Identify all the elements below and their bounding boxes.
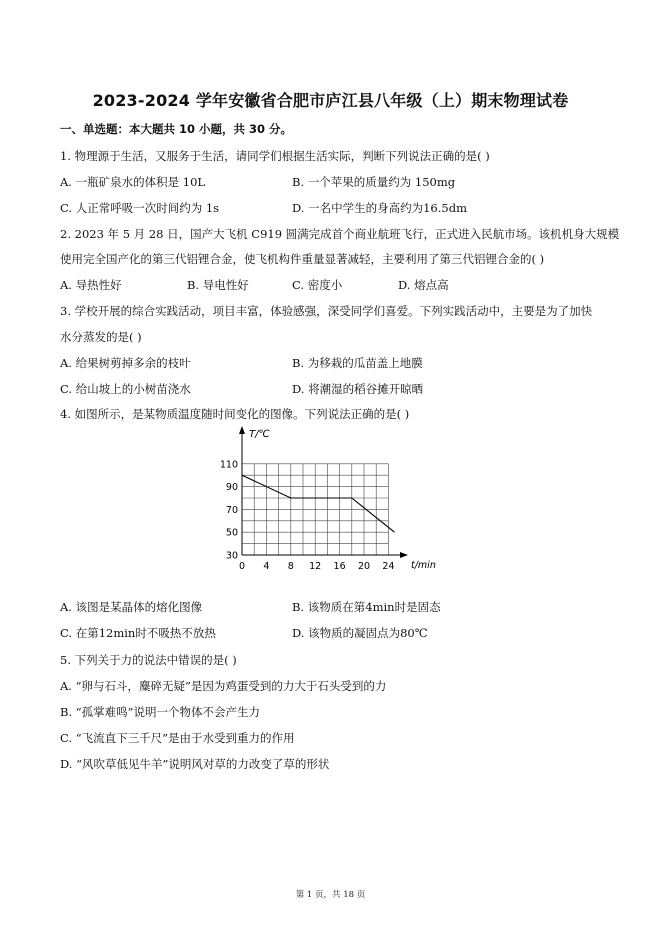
y-tick-label: 70 [225,504,238,516]
x-axis-arrow [400,552,408,558]
question-1-stem: 1. 物理源于生活，又服务于生活，请同学们根据生活实际，判断下列说法正确的是( ) [60,149,490,163]
x-tick-label: 4 [263,561,270,572]
x-tick-label: 8 [287,561,294,572]
page-title: 2023-2024 学年安徽省合肥市庐江县八年级（上）期末物理试卷 [92,91,569,110]
series-line [242,475,395,532]
question-3-option-c: C. 给山坡上的小树苗浇水 [60,382,191,396]
question-5-option-b: B. “孤掌难鸣”说明一个物体不会产生力 [60,705,261,719]
question-1-option-d: D. 一名中学生的身高约为16.5dm [292,201,467,215]
question-2-stem-line-2: 使用完全国产化的第三代铝锂合金，使飞机构件重量显著减轻，主要利用了第三代铝锂合金的( ) [60,252,545,266]
y-axis-arrow [239,426,245,434]
question-2-option-a: A. 导热性好 [60,278,122,292]
y-axis-label: T/℃ [249,429,270,440]
question-4-stem: 4. 如图所示，是某物质温度随时间变化的图像。下列说法正确的是( ) [60,407,410,421]
question-4-option-a: A. 该图是某晶体的熔化图像 [60,600,203,614]
question-3-stem-line-1: 3. 学校开展的综合实践活动，项目丰富，体验感强，深受同学们喜爱。下列实践活动中，主要是为了加快 [60,304,593,318]
question-4-option-c: C. 在第12min时不吸热不放热 [60,626,216,640]
x-tick-label: 20 [357,561,371,572]
question-3-option-a: A. 给果树剪掉多余的枝叶 [60,356,191,370]
question-3-option-b: B. 为移栽的瓜苗盖上地膜 [292,356,423,370]
section-heading: 一、单选题：本大题共 10 小题，共 30 分。 [60,122,293,136]
question-2-stem-line-1: 2. 2023 年 5 月 28 日，国产大飞机 C919 圆满完成首个商业航班飞行，正式进入民航市场。该机机身大规模 [60,227,620,241]
x-tick-label: 0 [238,561,246,572]
question-2-option-d: D. 熔点高 [398,278,449,292]
y-tick-label: 110 [219,459,238,471]
question-2-option-c: C. 密度小 [292,278,343,292]
y-tick-label: 90 [225,482,238,494]
question-1-option-a: A. 一瓶矿泉水的体积是 10L [60,175,206,189]
question-5-option-d: D. “风吹草低见牛羊”说明风对草的力改变了草的形状 [60,757,330,771]
question-5-option-c: C. “飞流直下三千尺”是由于水受到重力的作用 [60,731,295,745]
y-tick-label: 30 [225,550,238,562]
x-tick-label: 16 [333,561,346,572]
question-5-stem: 5. 下列关于力的说法中错误的是( ) [60,653,237,667]
question-3-stem-line-2: 水分蒸发的是( ) [60,330,142,344]
x-tick-label: 24 [382,561,395,572]
question-2-option-b: B. 导电性好 [187,278,249,292]
chart-series [242,475,395,532]
temperature-time-chart [210,420,440,578]
question-4-option-d: D. 该物质的凝固点为80℃ [292,626,428,640]
question-4-option-b: B. 该物质在第4min时是固态 [292,600,441,614]
question-1-option-c: C. 人正常呼吸一次时间约为 1s [60,201,220,215]
y-tick-label: 50 [225,527,238,539]
question-1-option-b: B. 一个苹果的质量约为 150mg [292,175,456,189]
page-footer: 第 1 页，共 18 页 [295,890,366,900]
question-5-option-a: A. “卵与石斗，麋碎无疑”是因为鸡蛋受到的力大于石头受到的力 [60,679,387,693]
x-axis-label: t/min [411,560,436,571]
x-tick-label: 12 [309,561,322,572]
question-3-option-d: D. 将潮湿的稻谷摊开晾晒 [292,382,424,396]
